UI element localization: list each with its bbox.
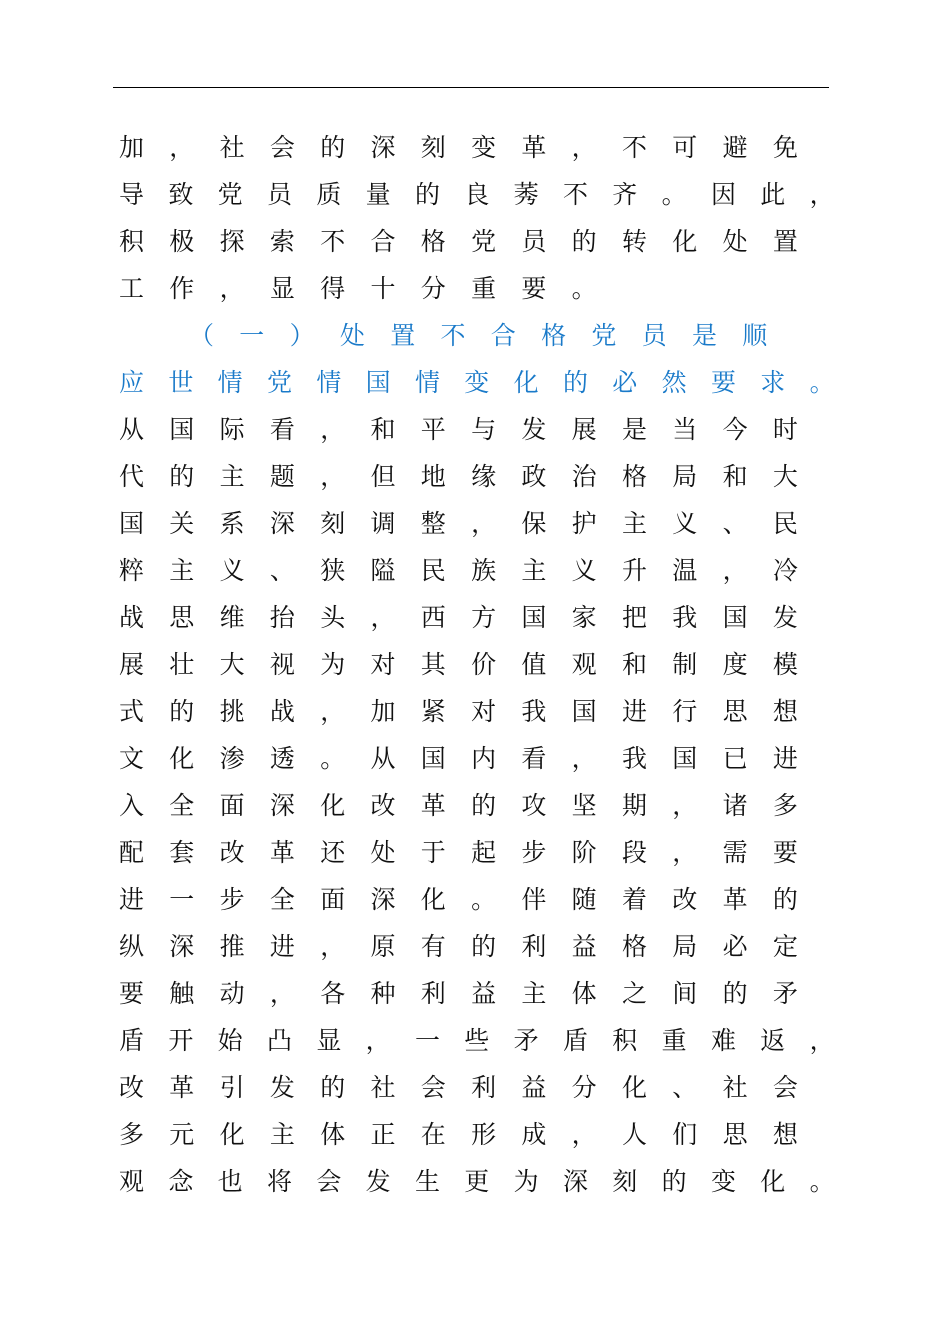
paragraph-line: 配 套 改 革 还 处 于 起 步 阶 段 ， 需 要 xyxy=(119,838,798,867)
section-heading-line: （ 一 ） 处 置 不 合 格 党 员 是 顺 xyxy=(189,321,768,350)
paragraph-line: 粹 主 义 、 狭 隘 民 族 主 义 升 温 ， 冷 xyxy=(119,556,798,585)
paragraph-line: 战 思 维 抬 头 ， 西 方 国 家 把 我 国 发 xyxy=(119,603,798,632)
paragraph-line: 入 全 面 深 化 改 革 的 攻 坚 期 ， 诸 多 xyxy=(119,791,798,820)
paragraph-line: 式 的 挑 战 ， 加 紧 对 我 国 进 行 思 想 xyxy=(119,697,798,726)
paragraph-line: 从 国 际 看 ， 和 平 与 发 展 是 当 今 时 xyxy=(119,415,798,444)
paragraph-line: 积 极 探 索 不 合 格 党 员 的 转 化 处 置 xyxy=(119,227,798,256)
paragraph-line: 观 念 也 将 会 发 生 更 为 深 刻 的 变 化 。 xyxy=(119,1167,835,1196)
paragraph-line: 盾 开 始 凸 显 ， 一 些 矛 盾 积 重 难 返 ， xyxy=(119,1026,835,1055)
header-rule xyxy=(113,87,829,88)
section-heading-line: 应 世 情 党 情 国 情 变 化 的 必 然 要 求 。 xyxy=(119,368,835,397)
paragraph-line: 加 ， 社 会 的 深 刻 变 革 ， 不 可 避 免 xyxy=(119,133,798,162)
paragraph-line: 导 致 党 员 质 量 的 良 莠 不 齐 。 因 此 ， xyxy=(119,180,835,209)
paragraph-line: 改 革 引 发 的 社 会 利 益 分 化 、 社 会 xyxy=(119,1073,798,1102)
paragraph-line: 多 元 化 主 体 正 在 形 成 ， 人 们 思 想 xyxy=(119,1120,798,1149)
paragraph-line: 进 一 步 全 面 深 化 。 伴 随 着 改 革 的 xyxy=(119,885,798,914)
paragraph-line: 要 触 动 ， 各 种 利 益 主 体 之 间 的 矛 xyxy=(119,979,798,1008)
document-body xyxy=(119,124,859,1205)
paragraph-line: 国 关 系 深 刻 调 整 ， 保 护 主 义 、 民 xyxy=(119,509,798,538)
paragraph-line: 展 壮 大 视 为 对 其 价 值 观 和 制 度 模 xyxy=(119,650,798,679)
paragraph-line: 纵 深 推 进 ， 原 有 的 利 益 格 局 必 定 xyxy=(119,932,798,961)
paragraph-line: 代 的 主 题 ， 但 地 缘 政 治 格 局 和 大 xyxy=(119,462,798,491)
paragraph-line: 工 作 ， 显 得 十 分 重 要 。 xyxy=(119,274,597,303)
paragraph-line: 文 化 渗 透 。 从 国 内 看 ， 我 国 已 进 xyxy=(119,744,798,773)
